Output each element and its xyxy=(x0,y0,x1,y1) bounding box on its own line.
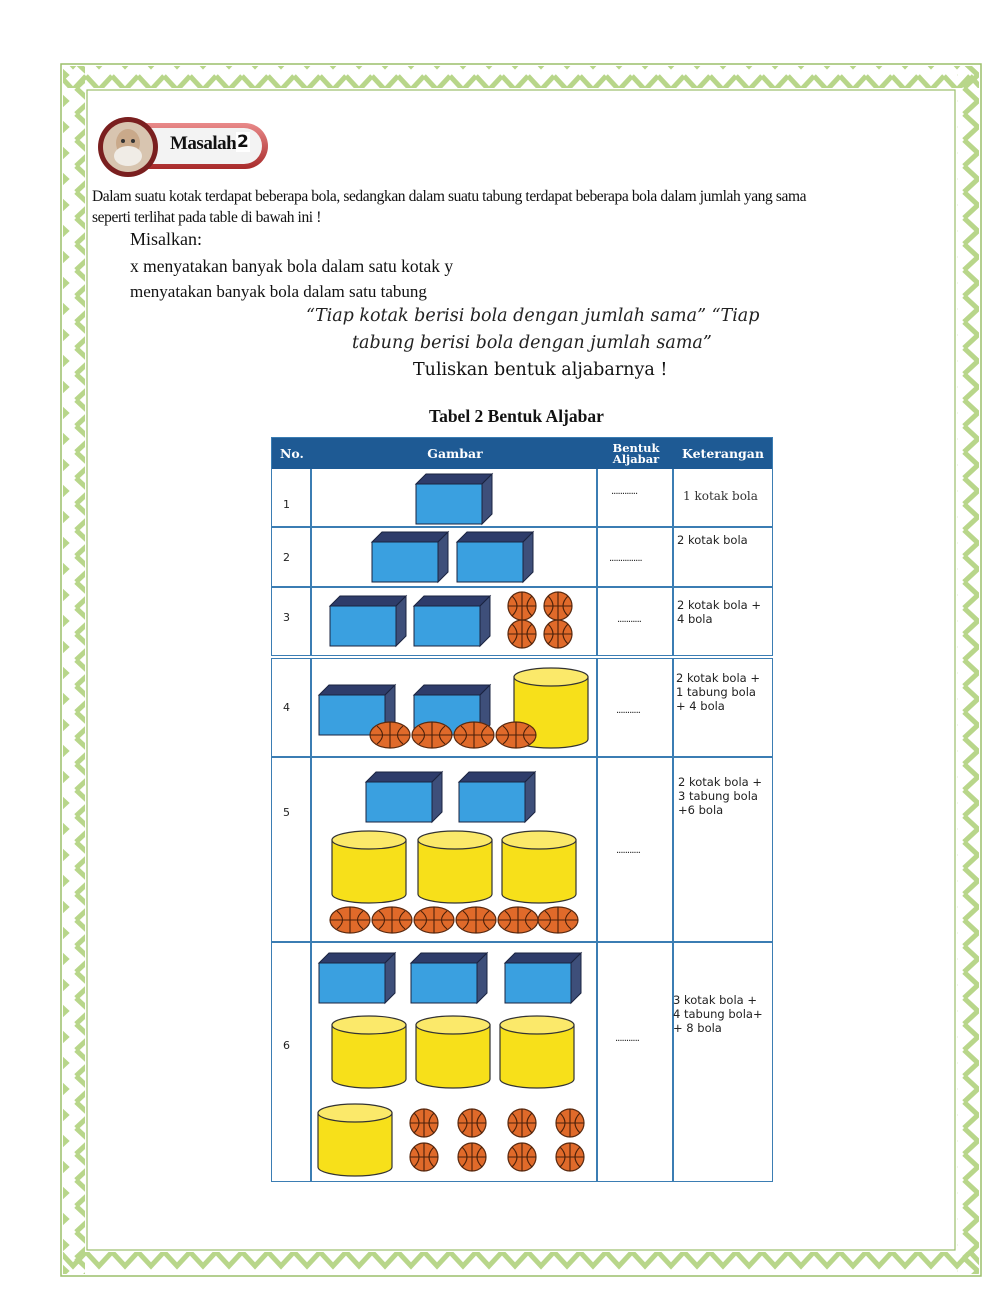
kotak-icon xyxy=(366,772,442,822)
kotak-icon xyxy=(459,772,535,822)
row-1-keterangan: 1 kotak bola xyxy=(683,489,758,503)
misalkan-label: Misalkan: xyxy=(130,229,202,249)
row-6-no: 6 xyxy=(283,1039,290,1052)
tabung-icon xyxy=(500,1016,574,1088)
tabung-icon xyxy=(332,831,406,903)
instruction: Tuliskan bentuk aljabarnya ! xyxy=(413,360,668,380)
bola-icon xyxy=(414,907,454,933)
row-5-no: 5 xyxy=(283,806,290,819)
bola-icon xyxy=(498,907,538,933)
bola-icon xyxy=(456,907,496,933)
row-2-keterangan: 2 kotak bola xyxy=(677,533,748,547)
table-header xyxy=(272,438,772,469)
header-gambar: Gambar xyxy=(427,446,483,461)
row-3-answer-blank[interactable]: ........... xyxy=(617,614,641,625)
tabung-icon xyxy=(418,831,492,903)
bola-icon xyxy=(458,1143,486,1171)
algebra-table-part-1 xyxy=(271,437,773,656)
row-3-keterangan: 2 kotak bola + 4 bola xyxy=(677,598,761,626)
row-6-gambar xyxy=(312,943,596,1179)
kotak-icon xyxy=(416,474,492,524)
row-5-answer-blank[interactable]: ........... xyxy=(616,845,640,856)
row-1-answer-blank[interactable]: ............ xyxy=(611,486,638,497)
row-4-gambar xyxy=(312,661,596,756)
bola-icon xyxy=(458,1109,486,1137)
intro-line-2: seperti terlihat pada table di bawah ini ! xyxy=(92,209,321,226)
bola-icon xyxy=(330,907,370,933)
bola-icon xyxy=(556,1143,584,1171)
row-4-keterangan: 2 kotak bola + 1 tabung bola + 4 bola xyxy=(676,671,760,713)
row-5-gambar xyxy=(312,758,596,941)
kotak-icon xyxy=(319,953,395,1003)
bola-icon xyxy=(370,722,410,748)
definition-y: menyatakan banyak bola dalam satu tabung xyxy=(130,282,427,301)
row-2-no: 2 xyxy=(283,551,290,564)
bola-icon xyxy=(412,722,452,748)
tabung-icon xyxy=(416,1016,490,1088)
header-keterangan: Keterangan xyxy=(682,446,764,461)
kotak-icon xyxy=(505,953,581,1003)
bola-icon xyxy=(508,620,536,648)
row-2-gambar xyxy=(312,528,596,586)
bola-icon xyxy=(410,1143,438,1171)
bola-icon xyxy=(538,907,578,933)
tabung-icon xyxy=(502,831,576,903)
bola-icon xyxy=(410,1109,438,1137)
table-title: Tabel 2 Bentuk Aljabar xyxy=(429,406,604,426)
bola-icon xyxy=(454,722,494,748)
row-1-no: 1 xyxy=(283,498,290,511)
kotak-icon xyxy=(411,953,487,1003)
algebra-table-part-2 xyxy=(271,658,773,1182)
masalah-label: Masalah xyxy=(170,133,237,154)
row-1-gambar xyxy=(312,471,596,526)
kotak-icon xyxy=(372,532,448,582)
bola-icon xyxy=(508,1143,536,1171)
intro-paragraph xyxy=(92,186,950,228)
intro-line-1: Dalam suatu kotak terdapat beberapa bola, sedangkan dalam suatu tabung terdapat beberapa bola dalam jumlah yang sama xyxy=(92,188,807,205)
row-2-answer-blank[interactable]: ............... xyxy=(609,553,642,564)
definition-x: x menyatakan banyak bola dalam satu kotak y xyxy=(130,256,454,276)
quote-line-2: tabung berisi bola dengan jumlah sama” xyxy=(352,333,712,353)
bola-icon xyxy=(556,1109,584,1137)
tabung-icon xyxy=(318,1104,392,1176)
kotak-icon xyxy=(330,596,406,646)
row-6-answer-blank[interactable]: ........... xyxy=(615,1033,639,1044)
kotak-icon xyxy=(457,532,533,582)
bola-icon xyxy=(496,722,536,748)
row-5-keterangan: 2 kotak bola + 3 tabung bola +6 bola xyxy=(678,775,762,817)
row-4-answer-blank[interactable]: ........... xyxy=(616,705,640,716)
header-bentuk-aljabar: Bentuk Aljabar xyxy=(612,440,660,466)
masalah-number: 2 xyxy=(237,132,249,152)
bola-icon xyxy=(544,592,572,620)
kotak-icon xyxy=(414,596,490,646)
bola-icon xyxy=(544,620,572,648)
tabung-icon xyxy=(332,1016,406,1088)
row-6-keterangan: 3 kotak bola + 4 tabung bola+ + 8 bola xyxy=(673,993,763,1035)
row-4-no: 4 xyxy=(283,701,290,714)
bola-icon xyxy=(508,1109,536,1137)
row-3-no: 3 xyxy=(283,611,290,624)
row-3-gambar xyxy=(312,588,596,654)
bola-icon xyxy=(372,907,412,933)
quote-line-1: “Tiap kotak berisi bola dengan jumlah sama” “Tiap xyxy=(306,306,760,326)
bola-icon xyxy=(508,592,536,620)
header-no: No. xyxy=(280,446,304,461)
